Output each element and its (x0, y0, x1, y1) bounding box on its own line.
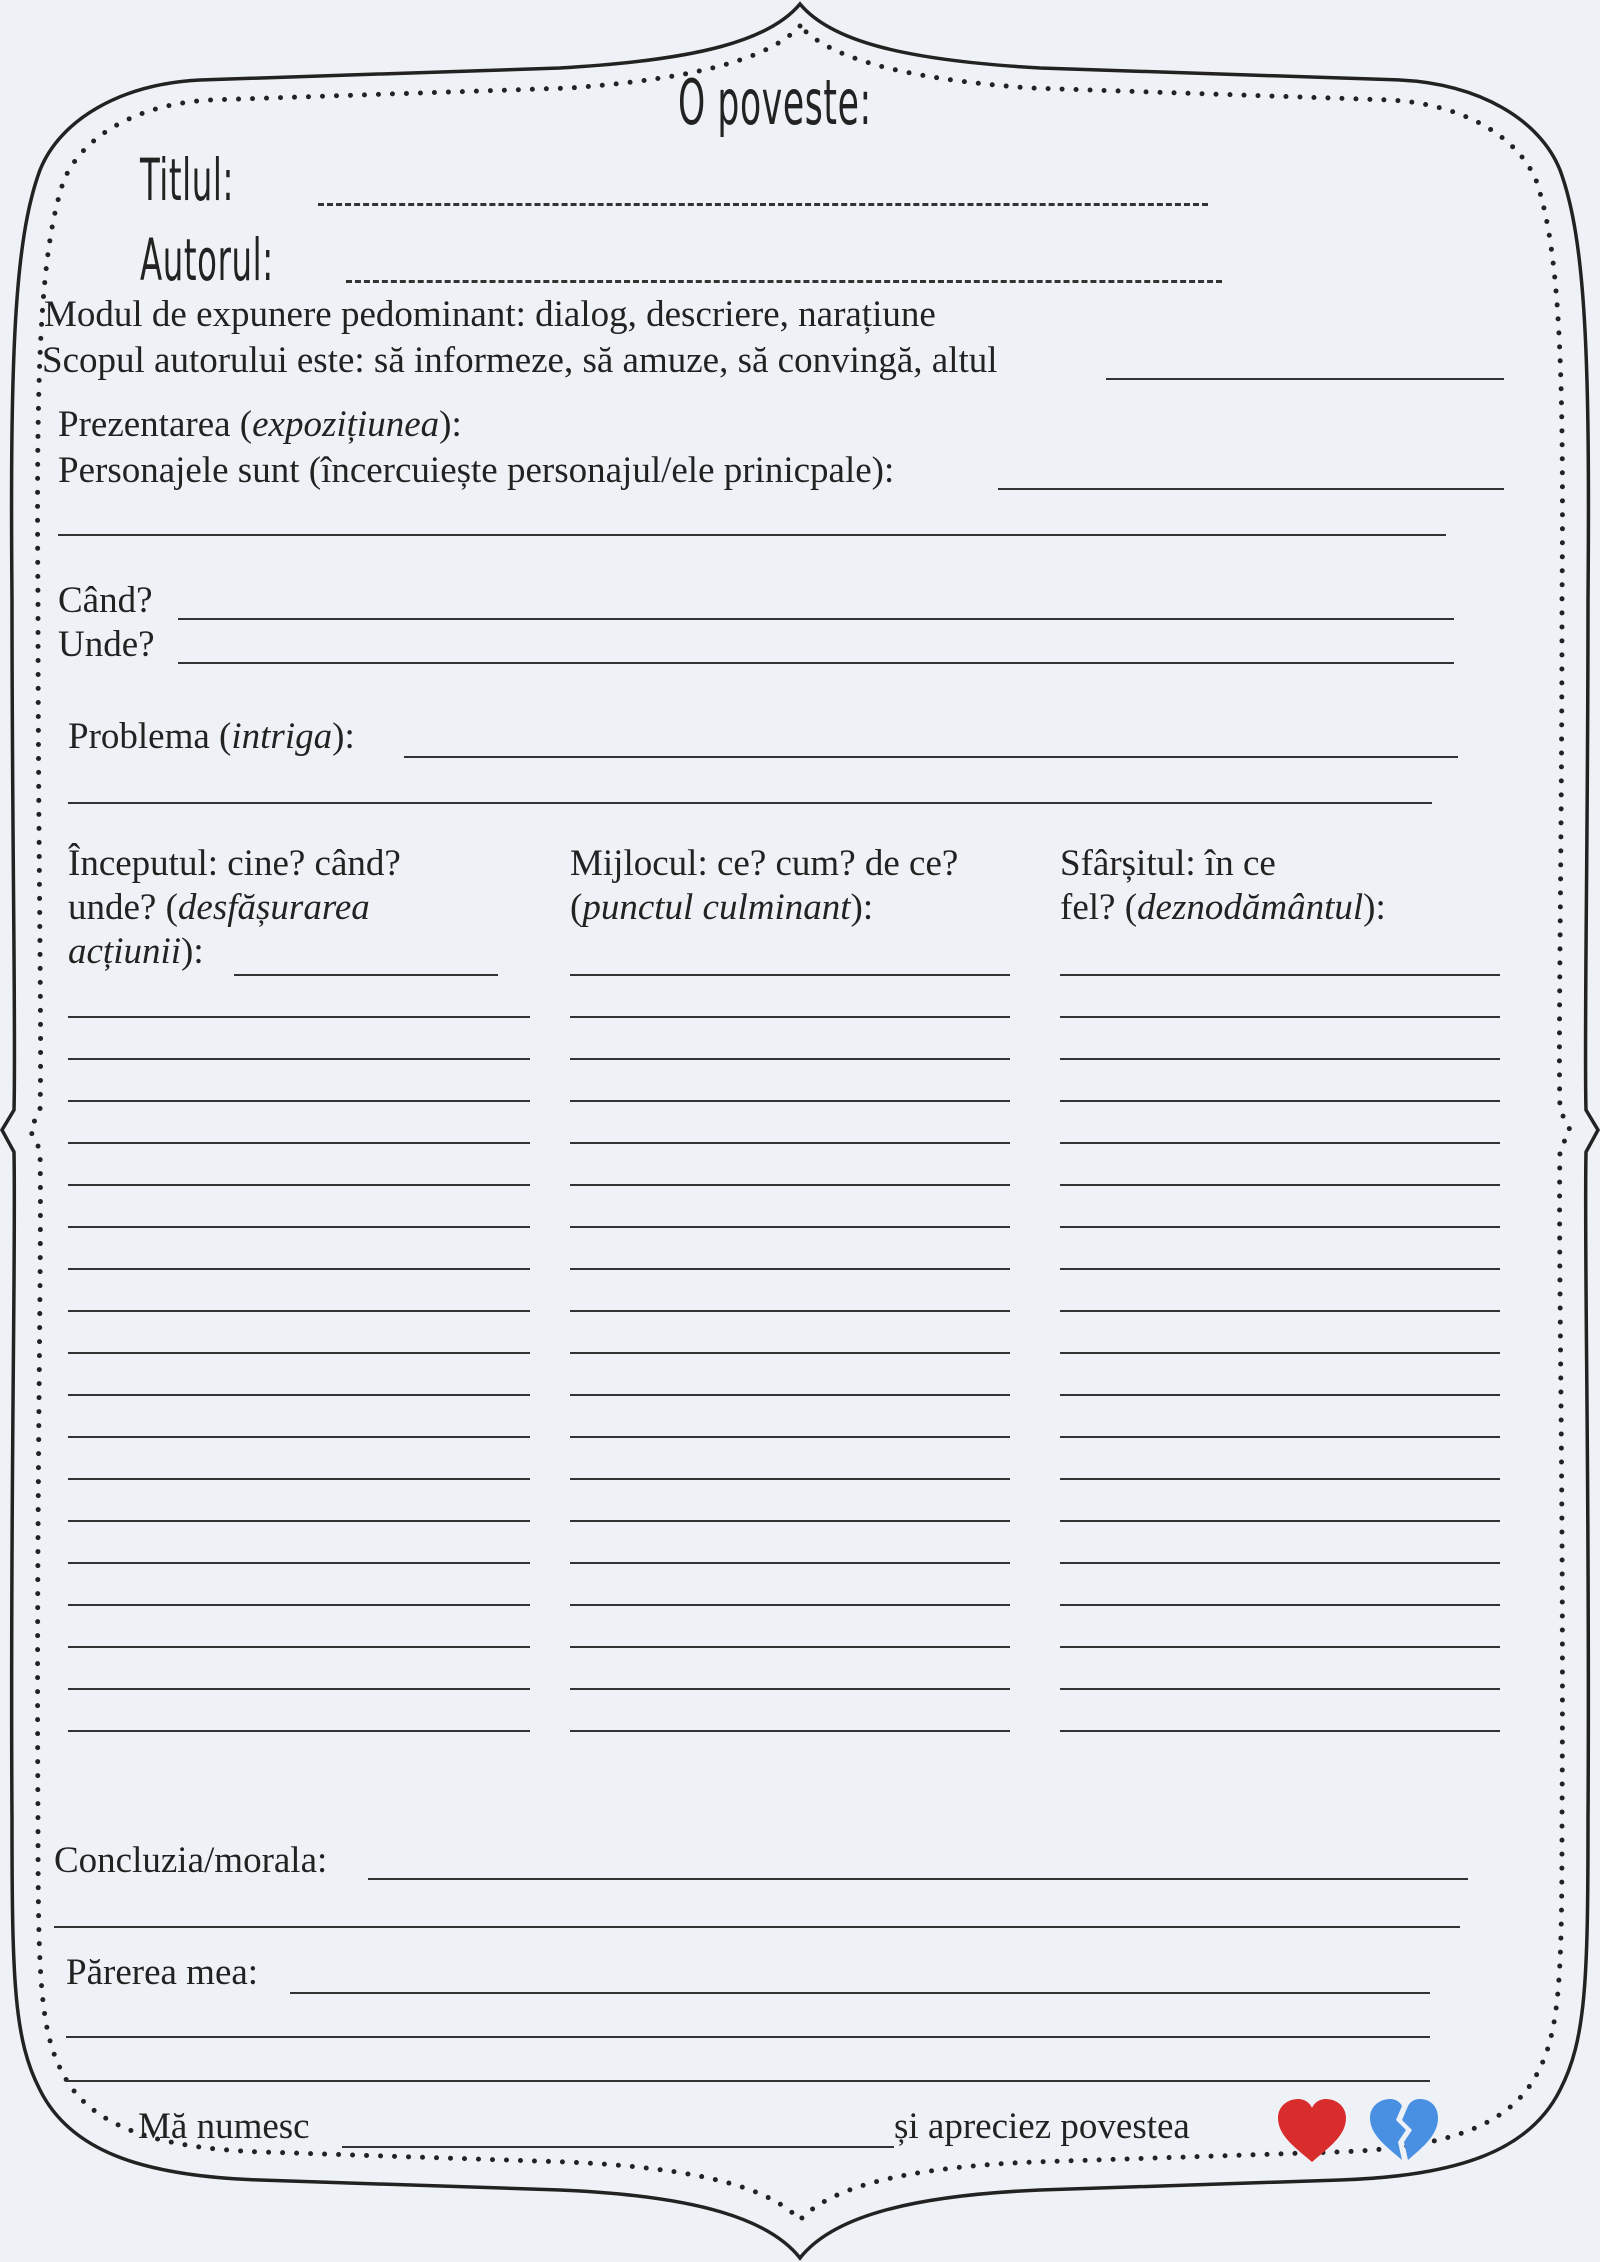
characters-field[interactable] (998, 488, 1504, 490)
beginning-writing-line[interactable] (68, 1226, 530, 1228)
opinion-field-line-2[interactable] (66, 2036, 1430, 2038)
problem-field[interactable] (404, 756, 1458, 758)
end-writing-line[interactable] (1060, 1478, 1500, 1480)
middle-writing-line[interactable] (570, 1478, 1010, 1480)
end-writing-line[interactable] (1060, 1562, 1500, 1564)
beginning-writing-line[interactable] (68, 1394, 530, 1396)
beginning-writing-line[interactable] (68, 1562, 530, 1564)
middle-writing-line[interactable] (570, 1016, 1010, 1018)
name-field[interactable] (342, 2146, 894, 2148)
end-writing-line[interactable] (1060, 1604, 1500, 1606)
middle-writing-line[interactable] (570, 1352, 1010, 1354)
title-label: Titlul: (140, 146, 235, 214)
where-field[interactable] (178, 662, 1454, 664)
when-label: Când? (58, 580, 153, 621)
middle-writing-line[interactable] (570, 1520, 1010, 1522)
middle-writing-line[interactable] (570, 1184, 1010, 1186)
end-writing-line[interactable] (1060, 1436, 1500, 1438)
middle-writing-line[interactable] (570, 1268, 1010, 1270)
end-writing-line[interactable] (1060, 1142, 1500, 1144)
characters-field-continuation[interactable] (58, 534, 1446, 536)
author-field[interactable] (346, 280, 1222, 283)
end-writing-line[interactable] (1060, 1646, 1500, 1648)
middle-header: Mijlocul: ce? cum? de ce? (punctul culminant): (570, 843, 959, 928)
beginning-writing-line[interactable] (68, 1100, 530, 1102)
title-field[interactable] (318, 203, 1208, 206)
broken-heart-icon[interactable] (1368, 2098, 1440, 2164)
middle-writing-line[interactable] (570, 1058, 1010, 1060)
opinion-label: Părerea mea: (66, 1952, 259, 1993)
middle-writing-line[interactable] (570, 1100, 1010, 1102)
beginning-writing-line[interactable] (68, 1016, 530, 1018)
beginning-writing-line[interactable] (68, 1184, 530, 1186)
appreciate-label: și apreciez povestea (894, 2106, 1190, 2147)
end-writing-line[interactable] (1060, 1520, 1500, 1522)
conclusion-field-continuation[interactable] (54, 1926, 1460, 1928)
middle-writing-line[interactable] (570, 1646, 1010, 1648)
end-writing-line[interactable] (1060, 1226, 1500, 1228)
middle-writing-line[interactable] (570, 1310, 1010, 1312)
middle-writing-line[interactable] (570, 1394, 1010, 1396)
end-writing-line[interactable] (1060, 1058, 1500, 1060)
beginning-writing-line[interactable] (68, 1604, 530, 1606)
purpose-other-field[interactable] (1106, 378, 1504, 380)
conclusion-label: Concluzia/morala: (54, 1840, 328, 1881)
end-writing-line[interactable] (1060, 1184, 1500, 1186)
beginning-writing-line[interactable] (68, 1436, 530, 1438)
beginning-writing-line[interactable] (68, 1730, 530, 1732)
beginning-writing-line[interactable] (68, 1268, 530, 1270)
page-title: O poveste: (678, 66, 872, 139)
middle-writing-line[interactable] (570, 1436, 1010, 1438)
where-label: Unde? (58, 624, 155, 665)
beginning-writing-line[interactable] (68, 1352, 530, 1354)
name-label: Mă numesc (138, 2106, 310, 2147)
end-writing-line[interactable] (1060, 1688, 1500, 1690)
middle-writing-line[interactable] (570, 974, 1010, 976)
end-writing-line[interactable] (1060, 1730, 1500, 1732)
opinion-field-line-3[interactable] (66, 2080, 1430, 2082)
exposition-mode-text: Modul de expunere pedominant: dialog, descriere, narațiune (44, 294, 936, 335)
heart-icon[interactable] (1276, 2098, 1348, 2164)
end-writing-line[interactable] (1060, 974, 1500, 976)
problem-label: Problema (intriga): (68, 716, 355, 757)
middle-writing-line[interactable] (570, 1688, 1010, 1690)
end-header: Sfârșitul: în ce fel? (deznodământul): (1060, 843, 1386, 928)
author-label: Autorul: (140, 226, 274, 294)
end-writing-line[interactable] (1060, 1100, 1500, 1102)
author-purpose-text: Scopul autorului este: să informeze, să amuze, să convingă, altul (42, 340, 998, 381)
beginning-first-field[interactable] (234, 974, 498, 976)
middle-writing-line[interactable] (570, 1604, 1010, 1606)
end-writing-line[interactable] (1060, 1352, 1500, 1354)
conclusion-field[interactable] (368, 1878, 1468, 1880)
middle-writing-line[interactable] (570, 1730, 1010, 1732)
end-writing-line[interactable] (1060, 1310, 1500, 1312)
beginning-writing-line[interactable] (68, 1478, 530, 1480)
characters-label: Personajele sunt (încercuiește personajul/ele prinicpale): (58, 450, 895, 491)
middle-writing-line[interactable] (570, 1226, 1010, 1228)
end-writing-line[interactable] (1060, 1268, 1500, 1270)
beginning-writing-line[interactable] (68, 1142, 530, 1144)
beginning-writing-line[interactable] (68, 1058, 530, 1060)
end-writing-line[interactable] (1060, 1394, 1500, 1396)
beginning-writing-line[interactable] (68, 1310, 530, 1312)
presentation-label: Prezentarea (expozițiunea): (58, 404, 462, 445)
beginning-writing-line[interactable] (68, 1646, 530, 1648)
problem-field-continuation[interactable] (68, 802, 1432, 804)
opinion-field[interactable] (290, 1992, 1430, 1994)
beginning-writing-line[interactable] (68, 1520, 530, 1522)
middle-writing-line[interactable] (570, 1562, 1010, 1564)
end-writing-line[interactable] (1060, 1016, 1500, 1018)
beginning-header: Începutul: cine? când? unde? (desfășurarea acțiunii): (68, 843, 401, 972)
middle-writing-line[interactable] (570, 1142, 1010, 1144)
beginning-writing-line[interactable] (68, 1688, 530, 1690)
when-field[interactable] (178, 618, 1454, 620)
